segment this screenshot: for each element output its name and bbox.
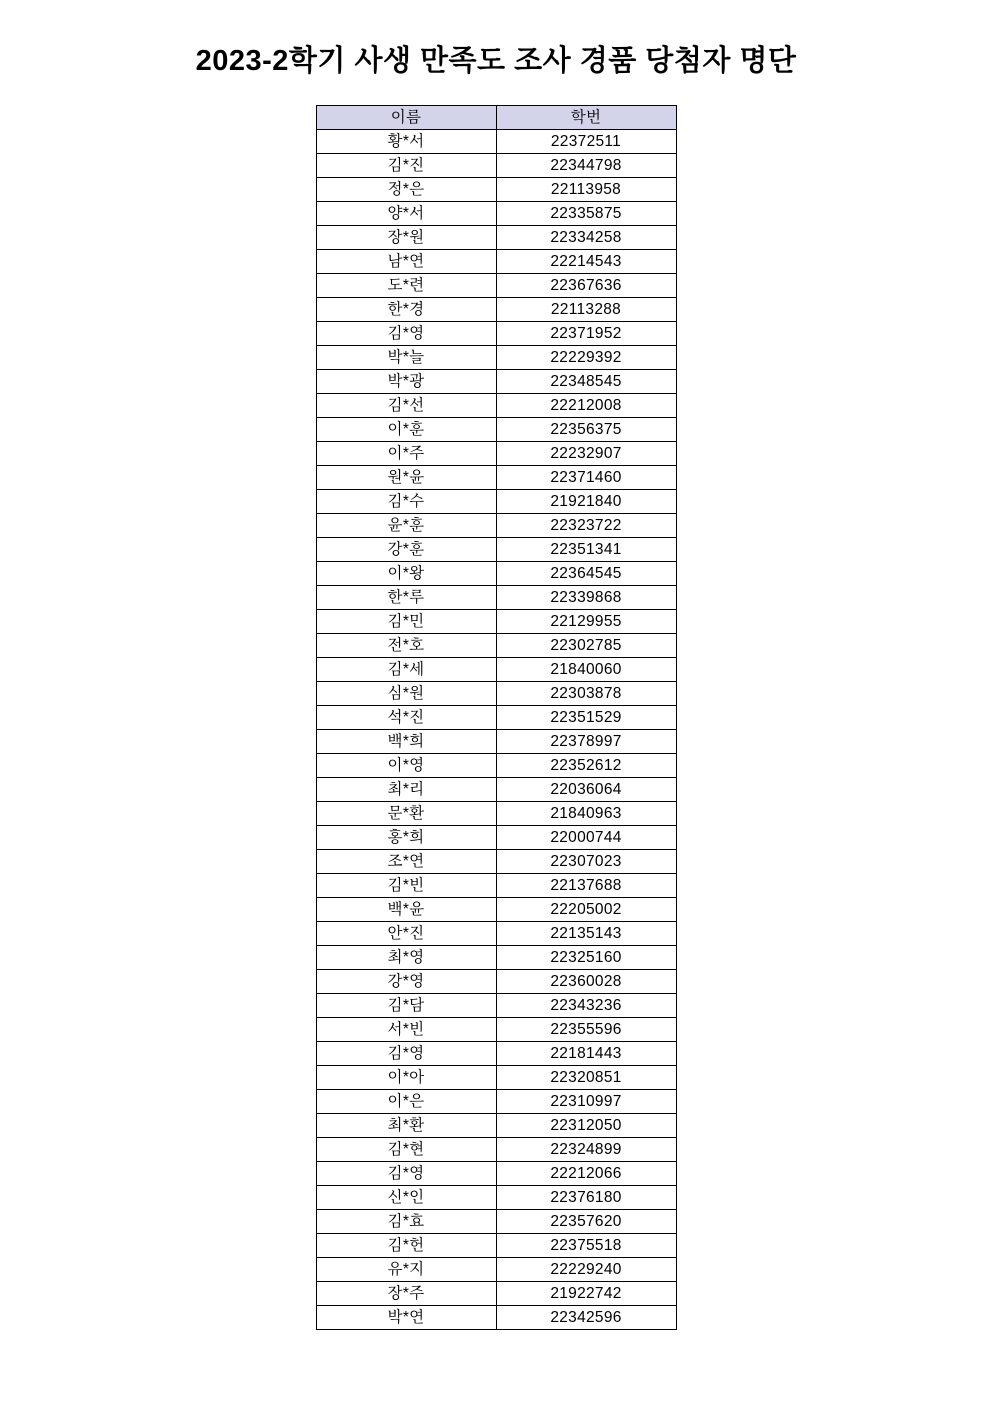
cell-student-id: 22355596 xyxy=(496,1018,676,1042)
cell-student-id: 22371460 xyxy=(496,466,676,490)
table-row xyxy=(316,586,676,610)
cell-student-id: 22372511 xyxy=(496,130,676,154)
cell-name: 김*담 xyxy=(316,994,496,1018)
cell-student-id: 22351341 xyxy=(496,538,676,562)
cell-student-id: 22229392 xyxy=(496,346,676,370)
table-row xyxy=(316,850,676,874)
table-row xyxy=(316,442,676,466)
cell-name: 박*늘 xyxy=(316,346,496,370)
cell-student-id: 22325160 xyxy=(496,946,676,970)
table-header-row xyxy=(316,106,676,130)
table-row xyxy=(316,826,676,850)
table-row xyxy=(316,754,676,778)
table-row xyxy=(316,994,676,1018)
cell-student-id: 22212008 xyxy=(496,394,676,418)
cell-student-id: 22357620 xyxy=(496,1210,676,1234)
cell-student-id: 22351529 xyxy=(496,706,676,730)
cell-name: 백*희 xyxy=(316,730,496,754)
cell-name: 정*은 xyxy=(316,178,496,202)
cell-student-id: 22324899 xyxy=(496,1138,676,1162)
table-body xyxy=(316,130,676,1330)
table-row xyxy=(316,226,676,250)
table-row xyxy=(316,178,676,202)
cell-name: 이*주 xyxy=(316,442,496,466)
cell-name: 김*효 xyxy=(316,1210,496,1234)
cell-student-id: 22335875 xyxy=(496,202,676,226)
cell-name: 이*왕 xyxy=(316,562,496,586)
cell-name: 김*진 xyxy=(316,154,496,178)
cell-student-id: 22310997 xyxy=(496,1090,676,1114)
page-title: 2023-2학기 사생 만족도 조사 경품 당첨자 명단 xyxy=(195,45,797,77)
cell-student-id: 22334258 xyxy=(496,226,676,250)
cell-name: 강*영 xyxy=(316,970,496,994)
cell-student-id: 22129955 xyxy=(496,610,676,634)
table-row xyxy=(316,538,676,562)
cell-student-id: 22378997 xyxy=(496,730,676,754)
cell-name: 심*원 xyxy=(316,682,496,706)
cell-student-id: 21840963 xyxy=(496,802,676,826)
table-row xyxy=(316,250,676,274)
cell-student-id: 21921840 xyxy=(496,490,676,514)
table-row xyxy=(316,1210,676,1234)
table-row xyxy=(316,346,676,370)
table-row xyxy=(316,490,676,514)
table-row xyxy=(316,682,676,706)
cell-student-id: 22229240 xyxy=(496,1258,676,1282)
cell-student-id: 22212066 xyxy=(496,1162,676,1186)
table-row xyxy=(316,322,676,346)
table-row xyxy=(316,730,676,754)
cell-name: 홍*희 xyxy=(316,826,496,850)
table-row xyxy=(316,202,676,226)
table-row xyxy=(316,274,676,298)
table-row xyxy=(316,514,676,538)
table-row xyxy=(316,418,676,442)
cell-student-id: 22205002 xyxy=(496,898,676,922)
cell-student-id: 22000744 xyxy=(496,826,676,850)
cell-name: 김*현 xyxy=(316,1138,496,1162)
cell-name: 강*훈 xyxy=(316,538,496,562)
cell-student-id: 22320851 xyxy=(496,1066,676,1090)
cell-student-id: 22307023 xyxy=(496,850,676,874)
cell-name: 김*영 xyxy=(316,322,496,346)
cell-student-id: 22181443 xyxy=(496,1042,676,1066)
table-row xyxy=(316,1090,676,1114)
cell-name: 윤*훈 xyxy=(316,514,496,538)
table-row xyxy=(316,1162,676,1186)
cell-student-id: 22303878 xyxy=(496,682,676,706)
table-row xyxy=(316,154,676,178)
table-row xyxy=(316,1282,676,1306)
table-row xyxy=(316,130,676,154)
table-header xyxy=(316,106,676,130)
cell-student-id: 22356375 xyxy=(496,418,676,442)
cell-name: 최*환 xyxy=(316,1114,496,1138)
table-row xyxy=(316,562,676,586)
cell-student-id: 22339868 xyxy=(496,586,676,610)
table-row xyxy=(316,1234,676,1258)
cell-name: 장*원 xyxy=(316,226,496,250)
column-header-student-id: 학번 xyxy=(496,106,676,130)
cell-name: 석*진 xyxy=(316,706,496,730)
cell-student-id: 22312050 xyxy=(496,1114,676,1138)
cell-name: 양*서 xyxy=(316,202,496,226)
cell-name: 황*서 xyxy=(316,130,496,154)
table-row xyxy=(316,1018,676,1042)
cell-student-id: 22375518 xyxy=(496,1234,676,1258)
cell-student-id: 22113958 xyxy=(496,178,676,202)
cell-name: 박*광 xyxy=(316,370,496,394)
cell-name: 김*빈 xyxy=(316,874,496,898)
cell-student-id: 22343236 xyxy=(496,994,676,1018)
table-row xyxy=(316,970,676,994)
table-row xyxy=(316,1042,676,1066)
cell-name: 김*영 xyxy=(316,1162,496,1186)
table-row xyxy=(316,610,676,634)
table-row xyxy=(316,634,676,658)
cell-student-id: 22364545 xyxy=(496,562,676,586)
table-row xyxy=(316,1138,676,1162)
cell-student-id: 22302785 xyxy=(496,634,676,658)
cell-student-id: 21840060 xyxy=(496,658,676,682)
cell-name: 문*환 xyxy=(316,802,496,826)
table-row xyxy=(316,802,676,826)
cell-student-id: 22137688 xyxy=(496,874,676,898)
table-row xyxy=(316,370,676,394)
table-row xyxy=(316,1186,676,1210)
cell-name: 한*루 xyxy=(316,586,496,610)
table-row xyxy=(316,1066,676,1090)
cell-name: 최*영 xyxy=(316,946,496,970)
cell-name: 이*훈 xyxy=(316,418,496,442)
cell-name: 남*연 xyxy=(316,250,496,274)
cell-name: 이*영 xyxy=(316,754,496,778)
cell-student-id: 22367636 xyxy=(496,274,676,298)
table-row xyxy=(316,658,676,682)
cell-student-id: 22214543 xyxy=(496,250,676,274)
cell-student-id: 22232907 xyxy=(496,442,676,466)
cell-name: 장*주 xyxy=(316,1282,496,1306)
table-row xyxy=(316,298,676,322)
cell-name: 도*련 xyxy=(316,274,496,298)
cell-name: 신*인 xyxy=(316,1186,496,1210)
cell-name: 조*연 xyxy=(316,850,496,874)
cell-name: 김*헌 xyxy=(316,1234,496,1258)
cell-name: 유*지 xyxy=(316,1258,496,1282)
cell-name: 이*은 xyxy=(316,1090,496,1114)
cell-student-id: 22036064 xyxy=(496,778,676,802)
table-row xyxy=(316,922,676,946)
table-row xyxy=(316,466,676,490)
cell-student-id: 22376180 xyxy=(496,1186,676,1210)
cell-name: 김*민 xyxy=(316,610,496,634)
cell-name: 전*호 xyxy=(316,634,496,658)
cell-student-id: 22344798 xyxy=(496,154,676,178)
table-row xyxy=(316,1114,676,1138)
cell-student-id: 22113288 xyxy=(496,298,676,322)
cell-name: 김*선 xyxy=(316,394,496,418)
cell-student-id: 22348545 xyxy=(496,370,676,394)
cell-name: 이*아 xyxy=(316,1066,496,1090)
cell-name: 백*윤 xyxy=(316,898,496,922)
table-row xyxy=(316,1306,676,1330)
cell-student-id: 22352612 xyxy=(496,754,676,778)
cell-student-id: 22342596 xyxy=(496,1306,676,1330)
table-row xyxy=(316,898,676,922)
cell-name: 서*빈 xyxy=(316,1018,496,1042)
cell-name: 안*진 xyxy=(316,922,496,946)
cell-student-id: 22135143 xyxy=(496,922,676,946)
table-row xyxy=(316,874,676,898)
cell-name: 원*윤 xyxy=(316,466,496,490)
cell-student-id: 22323722 xyxy=(496,514,676,538)
cell-name: 김*영 xyxy=(316,1042,496,1066)
cell-student-id: 22360028 xyxy=(496,970,676,994)
cell-name: 한*경 xyxy=(316,298,496,322)
winner-table xyxy=(316,105,677,1330)
table-row xyxy=(316,778,676,802)
cell-name: 박*연 xyxy=(316,1306,496,1330)
cell-name: 최*리 xyxy=(316,778,496,802)
table-row xyxy=(316,706,676,730)
table-row xyxy=(316,1258,676,1282)
cell-student-id: 21922742 xyxy=(496,1282,676,1306)
table-row xyxy=(316,946,676,970)
cell-name: 김*수 xyxy=(316,490,496,514)
column-header-name: 이름 xyxy=(316,106,496,130)
cell-student-id: 22371952 xyxy=(496,322,676,346)
cell-name: 김*세 xyxy=(316,658,496,682)
table-row xyxy=(316,394,676,418)
